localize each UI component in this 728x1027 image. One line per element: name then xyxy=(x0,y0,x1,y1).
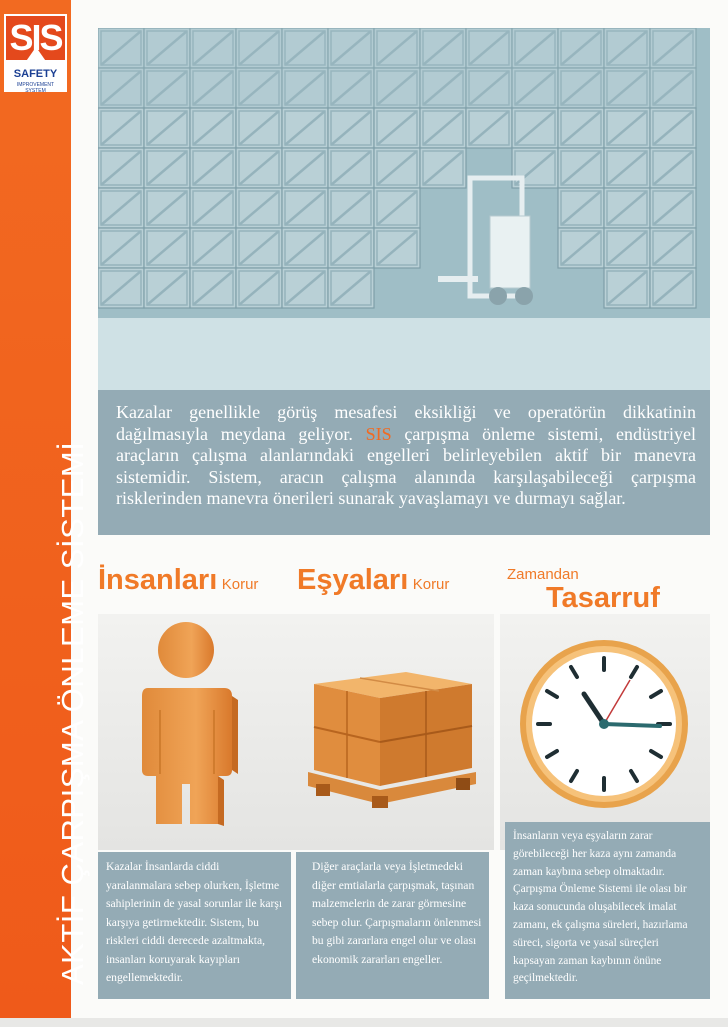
logo-letters: SIS xyxy=(9,17,62,58)
feature-title-goods-sub: Korur xyxy=(412,576,450,593)
intro-brand-name: SIS xyxy=(365,423,392,444)
intro-text-1: Kazalar genellikle görüş mesafesi eksikliği ve operatörün dikkatinin dağılmasıyla meydana geliyor. xyxy=(116,402,696,444)
intro-text-box xyxy=(98,390,710,535)
feature-card-people xyxy=(98,614,296,850)
feature-title-time-main: Tasarruf xyxy=(546,582,660,614)
logo-tagline: IMPROVEMENT SYSTEM xyxy=(16,82,55,94)
feature-caption-people: Kazalar İnsanlarda ciddi yaralanmalara sebep olurken, İşletme sahiplerinin de yasal sorunlar ile karşı karşıya getirmektedir. Sistem, bu riskleri ciddi derecede azaltmakta, insanları koruyarak kayıpları engellemektedir. xyxy=(98,852,291,999)
feature-title-people xyxy=(98,564,258,597)
logo-word: SAFETY xyxy=(13,68,58,80)
intro-paragraph xyxy=(116,402,696,510)
feature-caption-time: İnsanların veya eşyaların zarar görebileceği her kaza aynı zamanda zaman kaybına sebep olmaktadır. Çarpışma Önleme Sistemi ile olası bir kaza sonucunda oluşabilecek imalat zamanı, ek çalışma süreleri, hazırlama süreci, sigorta ve yasal süreçleri kapsayan zaman kaybının önüne geçilmektedir. xyxy=(505,822,710,999)
feature-title-people-sub: Korur xyxy=(221,576,259,593)
pallet-boxes-icon xyxy=(296,614,494,850)
warehouse-hero-image xyxy=(98,28,710,390)
bottom-strip xyxy=(0,1018,728,1027)
clock-icon xyxy=(500,614,710,850)
feature-title-time-top: Zamandan xyxy=(507,566,579,583)
feature-caption-goods: Diğer araçlarla veya İşletmedeki diğer emtialarla çarpışmak, taşınan malzemelerin de zarar görmesine sebep olur. Çarpışmaların önlenmesi bu gibi zararlara engel olur ve olası ekonomik zararları engeller. xyxy=(296,852,489,999)
logo-mark xyxy=(6,16,65,60)
feature-card-goods xyxy=(296,614,494,850)
feature-card-time xyxy=(500,614,710,850)
sis-logo xyxy=(4,14,67,92)
clock-minute-hand xyxy=(604,724,660,726)
vertical-page-title: AKTİF ÇARPIŞMA ÖNLEME SİSTEMİ xyxy=(55,441,90,985)
feature-title-goods xyxy=(297,564,449,597)
logo-triangle-icon xyxy=(22,47,50,67)
sidebar xyxy=(0,0,90,1027)
feature-title-goods-main: Eşyaları xyxy=(297,564,409,596)
intro-text-2: çarpışma önleme sistemi, endüstriyel araçların çalışma alanlarındaki engelleri belirleyebilen aktif bir manevra sistemidir. Sistem, aracın çalışma alanında karşılaşabileceği çarpışma risklerinden manevra önerileri sunarak yavaşlamayı ve durmayı sağlar. xyxy=(116,423,696,508)
feature-title-people-main: İnsanları xyxy=(98,564,218,596)
warehouse-crates-illustration xyxy=(98,28,710,390)
person-icon xyxy=(98,614,296,850)
